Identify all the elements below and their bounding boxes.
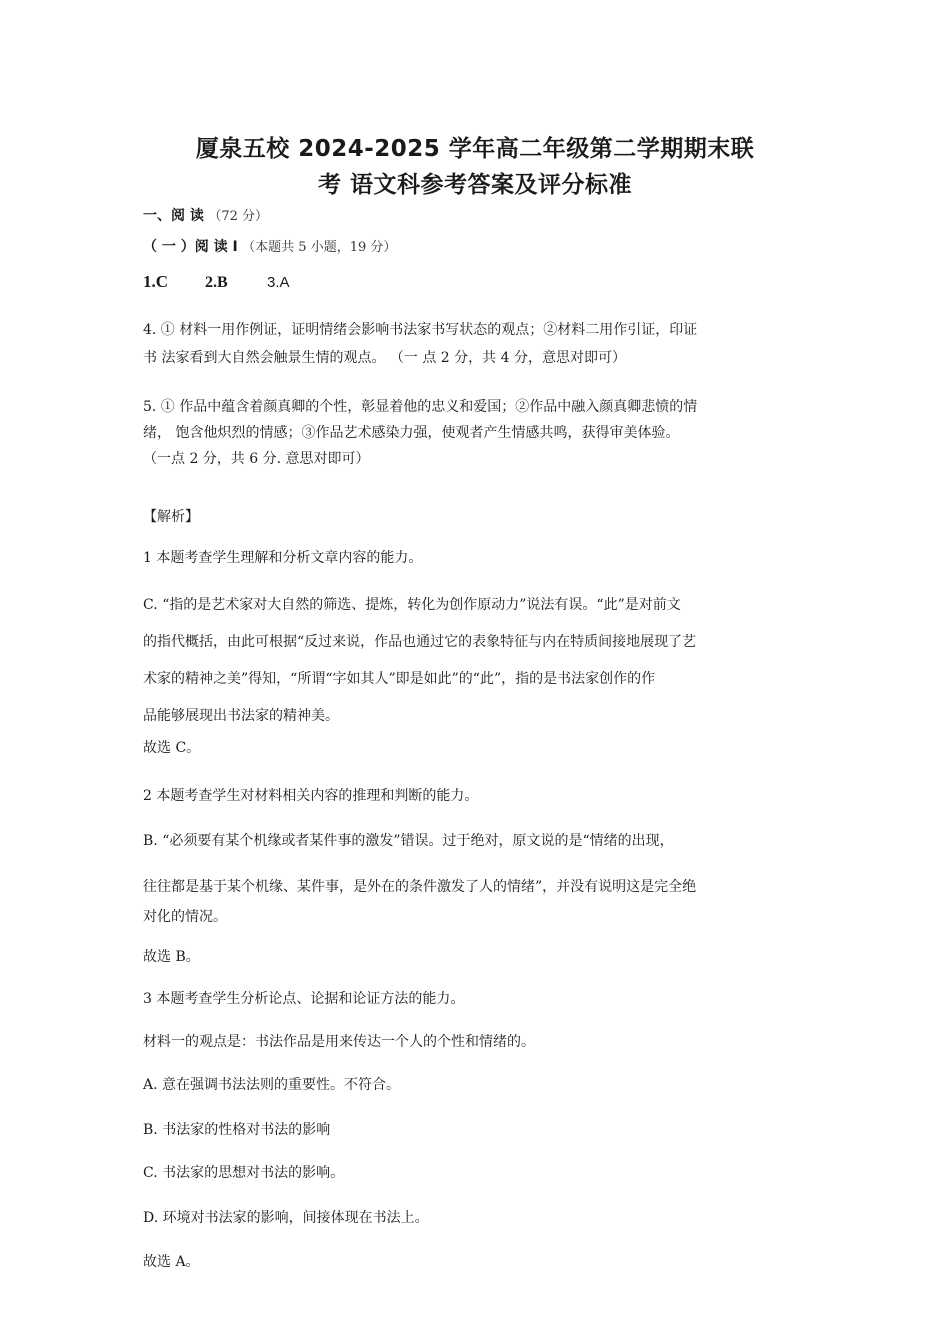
exp2-conclusion: 故选 B。 (143, 949, 200, 965)
subsection-heading-reading-1 (143, 237, 396, 258)
exp3-intro: 3 本题考查学生分析论点、论据和论证方法的能力。 (143, 991, 465, 1007)
exp2-line: B. “必须要有某个机缘或者某件事的激发”错误。过于绝对，原文说的是“情绪的出现， (143, 833, 674, 849)
exp1-line: 的指代概括，由此可根据“反过来说，作品也通过它的表象特征与内在特质间接地展现了艺 (143, 634, 697, 650)
exp3-option-b: B. 书法家的性格对书法的影响 (143, 1122, 331, 1138)
question-4-answer (143, 320, 808, 376)
answer-1: 1.C (143, 272, 169, 291)
answer-key-row (143, 272, 290, 293)
section-label: 一、阅 读 (143, 208, 204, 224)
exp3-option-d: D. 环境对书法家的影响，间接体现在书法上。 (143, 1210, 429, 1226)
q5-line: （一点 2 分，共 6 分. 意思对即可） (143, 451, 370, 467)
exp1-line: 术家的精神之美”得知，“所谓“字如其人”即是如此”的“此”，指的是书法家创作的作 (143, 671, 656, 687)
q4-line: 书 法家看到大自然会触景生情的观点。 （一 点 2 分，共 4 分，意思对即可） (143, 350, 626, 366)
exp2-line: 往往都是基于某个机缘、某件事，是外在的条件激发了人的情绪”，并没有说明这是完全绝 (143, 879, 697, 895)
exp1-body (143, 595, 696, 743)
subsection-info: （本题共 5 小题，19 分） (242, 240, 397, 255)
section-score: （72 分） (208, 209, 269, 224)
answer-2: 2.B (205, 274, 228, 291)
exp1-line: 品能够展现出书法家的精神美。 (143, 708, 339, 724)
q4-line: 4. ① 材料一用作例证，证明情绪会影响书法家书写状态的观点；②材料二用作引证，印证 (143, 322, 698, 338)
exp2-line: 对化的情况。 (143, 909, 227, 925)
question-5-answer (143, 397, 808, 475)
q5-line: 5. ① 作品中蕴含着颜真卿的个性，彰显着他的忠义和爱国；②作品中融入颜真卿悲愤的情 (143, 399, 698, 415)
exp3-option-c: C. 书法家的思想对书法的影响。 (143, 1165, 345, 1181)
exp1-intro: 1 本题考查学生理解和分析文章内容的能力。 (143, 550, 423, 566)
exp3-view: 材料一的观点是：书法作品是用来传达一个人的个性和情绪的。 (143, 1034, 535, 1050)
answer-3: 3.A (267, 274, 290, 291)
doc-title-line1: 厦泉五校 2024-2025 学年高二年级第二学期期末联 (195, 136, 755, 162)
exp2-intro: 2 本题考查学生对材料相关内容的推理和判断的能力。 (143, 788, 479, 804)
doc-title-line2: 考 语文科参考答案及评分标准 (317, 172, 632, 198)
exp3-conclusion: 故选 A。 (143, 1254, 200, 1270)
section-heading-reading (143, 206, 268, 227)
exp1-conclusion: 故选 C。 (143, 740, 201, 756)
exp1-line: C. “指的是艺术家对大自然的筛选、提炼，转化为创作原动力”说法有误。“此”是对前文 (143, 597, 681, 613)
analysis-tag: 【解析】 (143, 509, 199, 525)
subsection-label: （ 一 ）阅 读 I (143, 239, 238, 255)
q5-line: 绪， 饱含他炽烈的情感；③作品艺术感染力强，使观者产生情感共鸣，获得审美体验。 (143, 425, 680, 441)
exp3-option-a: A. 意在强调书法法则的重要性。不符合。 (143, 1077, 401, 1093)
